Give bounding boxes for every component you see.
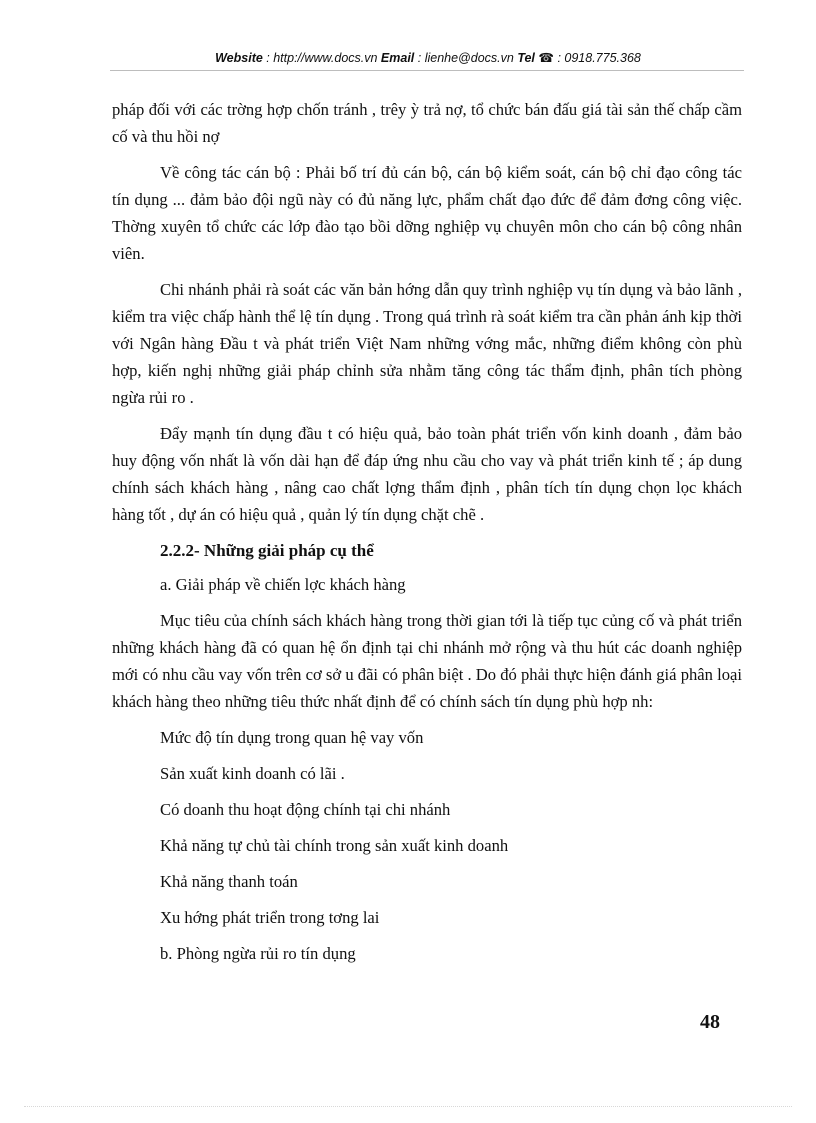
email-label: Email <box>380 51 415 65</box>
list-item: Mức độ tín dụng trong quan hệ vay vốn <box>160 728 424 747</box>
telephone-icon: ☎ <box>538 51 554 65</box>
tel-label: Tel <box>517 51 535 65</box>
list-item: Sản xuất kinh doanh có lãi . <box>160 764 345 783</box>
paragraph-4: Đẩy mạnh tín dụng đầu t có hiệu quả, bảo toàn phát triển vốn kinh doanh , đảm bảo huy động vốn nhất là vốn dài hạn để đáp ứng nhu cầu cho vay và phát triển kinh tế ; áp dung chính sách khách hàng , nâng cao chất lợng thẩm định , phân tích tín dụng chọn lọc khách hàng tốt , dự án có hiệu quả , quản lý tín dụng chặt chẽ . <box>112 424 742 524</box>
email-value: : lienhe@docs.vn <box>414 51 518 65</box>
subheading-a: a. Giải pháp về chiến lợc khách hàng <box>160 575 406 594</box>
section-heading: 2.2.2- Những giải pháp cụ thể <box>160 541 374 560</box>
website-label: Website <box>215 51 263 65</box>
subheading-b: b. Phòng ngừa rủi ro tín dụng <box>160 944 356 963</box>
list-item: Khả năng thanh toán <box>160 872 298 891</box>
document-body <box>112 96 742 976</box>
header-divider <box>110 70 744 71</box>
tel-value: : 0918.775.368 <box>553 51 641 65</box>
paragraph-3: Chi nhánh phải rà soát các văn bản hớng dẫn quy trình nghiệp vụ tín dụng và bảo lãnh , kiểm tra việc chấp hành thể lệ tín dụng . Trong quá trình rà soát kiểm tra cần phản ánh kịp thời với Ngân hàng Đầu t và phát triển Việt Nam những vớng mắc, những điểm không còn phù hợp, kiến nghị những giải pháp chỉnh sửa nhằm tăng công tác thẩm định, phân tích phòng ngừa rủi ro . <box>112 280 742 407</box>
page-number: 48 <box>700 1011 720 1033</box>
list-item: Khả năng tự chủ tài chính trong sản xuất kinh doanh <box>160 836 509 855</box>
paragraph-2: Về công tác cán bộ : Phải bố trí đủ cán bộ, cán bộ kiểm soát, cán bộ chỉ đạo công tác tín dụng ... đảm bảo đội ngũ này có đủ năng lực, phẩm chất đạo đức để đảm đơng công việc. Thờng xuyên tổ chức các lớp đào tạo bồi dỡng nghiệp vụ chuyên môn cho cán bộ công nhân viên. <box>112 163 742 263</box>
footer-divider <box>24 1106 792 1107</box>
list-item: Xu hớng phát triển trong tơng lai <box>160 908 380 927</box>
paragraph-1: pháp đối với các trờng hợp chốn tránh , trêy ỳ trả nợ, tổ chức bán đấu giá tài sản thế chấp cầm cố và thu hồi nợ <box>112 100 742 146</box>
website-value: : http://www.docs.vn <box>262 51 381 65</box>
list-item: Có doanh thu hoạt động chính tại chi nhánh <box>160 800 451 819</box>
page-header <box>110 50 746 65</box>
paragraph-5: Mục tiêu của chính sách khách hàng trong thời gian tới là tiếp tục củng cố và phát triển những khách hàng đã có quan hệ ổn định tại chi nhánh mở rộng và thu hút các doanh nghiệp mới có nhu cầu vay vốn trên cơ sở u đãi có phân biệt . Do đó phải thực hiện đánh giá phân loại khách hàng theo những tiêu thức nhất định để có chính sách tín dụng phù hợp nh: <box>112 611 742 711</box>
